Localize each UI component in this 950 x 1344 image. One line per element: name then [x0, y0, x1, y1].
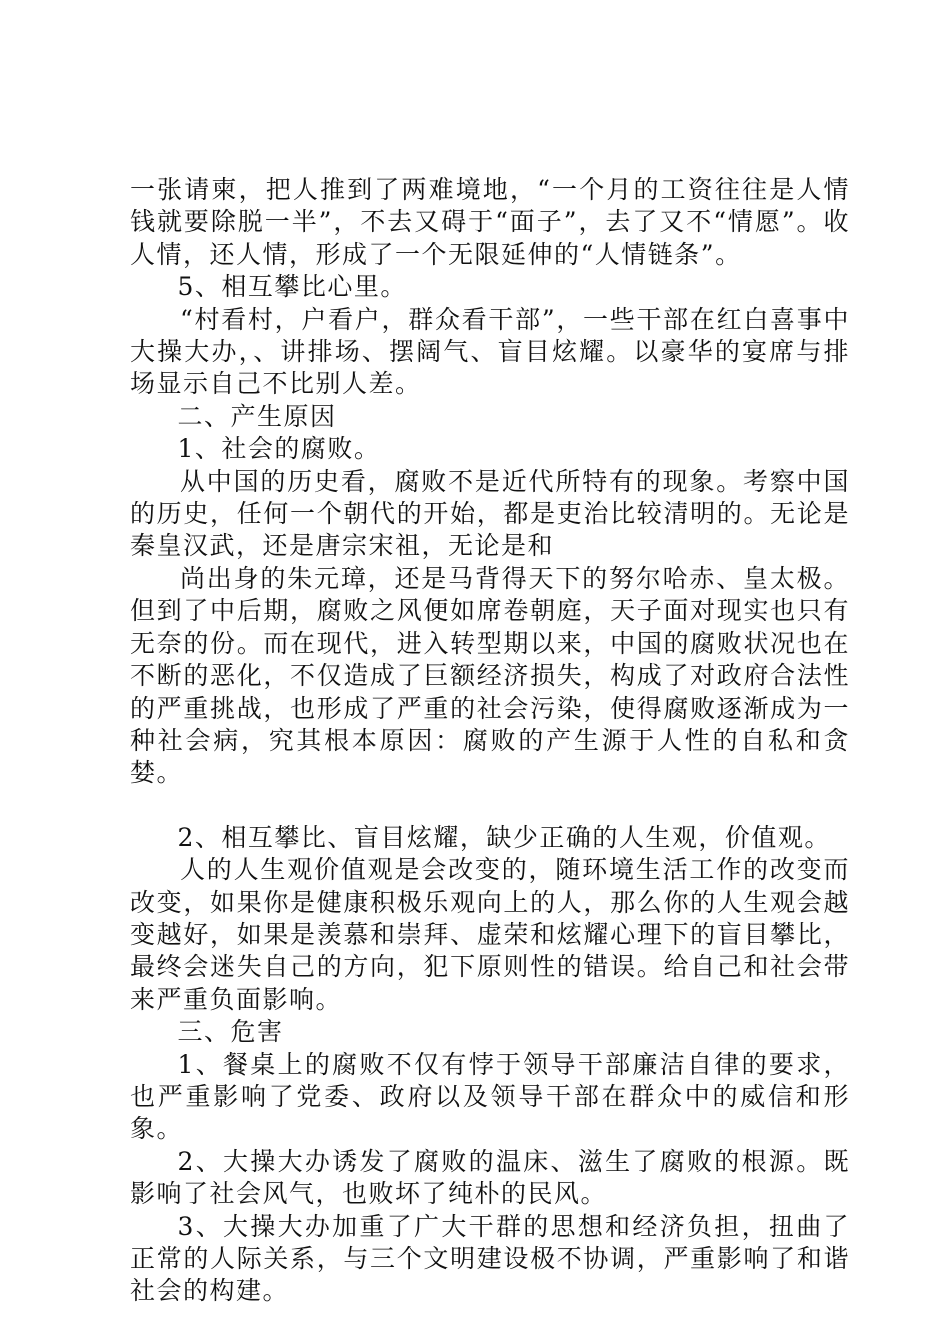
document-body	[130, 174, 850, 1308]
paragraph: 3、大操大办加重了广大干群的思想和经济负担，扭曲了正常的人际关系，与三个文明建设极不协调，严重影响了和谐社会的构建。	[130, 1211, 850, 1306]
section-heading: 二、产生原因	[177, 401, 337, 431]
blank-line	[130, 790, 850, 822]
section-heading: 2、相互攀比、盲目炫耀，缺少正确的人生观，价值观。	[177, 822, 831, 852]
paragraph: 1、餐桌上的腐败不仅有悖于领导干部廉洁自律的要求，也严重影响了党委、政府以及领导干部在群众中的威信和形象。	[130, 1049, 850, 1144]
paragraph: 尚出身的朱元璋，还是马背得天下的努尔哈赤、皇太极。但到了中后期，腐败之风便如席卷朝庭，天子面对现实也只有无奈的份。而在现代，进入转型期以来，中国的腐败状况也在不断的恶化，不仅造成了巨额经济损失，构成了对政府合法性的严重挑战，也形成了严重的社会污染，使得腐败逐渐成为一种社会病，究其根本原因：腐败的产生源于人性的自私和贪婪。	[130, 563, 850, 788]
section-heading: 1、社会的腐败。	[177, 434, 381, 464]
section-heading: 三、危害	[177, 1017, 284, 1047]
section-heading: 5、相互攀比心里。	[177, 272, 407, 302]
paragraph: 2、大操大办诱发了腐败的温床、滋生了腐败的根源。既影响了社会风气，也败坏了纯朴的民风。	[130, 1146, 850, 1209]
paragraph: “村看村，户看户，群众看干部”，一些干部在红白喜事中大操大办，、讲排场、摆阔气、盲目炫耀。以豪华的宴席与排场显示自己不比别人差。	[130, 304, 850, 399]
paragraph: 人的人生观价值观是会改变的，随环境生活工作的改变而改变，如果你是健康积极乐观向上的人，那么你的人生观会越变越好，如果是羡慕和崇拜、虚荣和炫耀心理下的盲目攀比，最终会迷失自己的方向，犯下原则性的错误。给自己和社会带来严重负面影响。	[130, 855, 850, 1014]
paragraph: 一张请柬，把人推到了两难境地，“一个月的工资往往是人情钱就要除脱一半”，不去又碍于“面子”，去了又不“情愿”。收人情，还人情，形成了一个无限延伸的“人情链条”。	[130, 175, 850, 269]
paragraph: 从中国的历史看，腐败不是近代所特有的现象。考察中国的历史，任何一个朝代的开始，都是吏治比较清明的。无论是秦皇汉武，还是唐宗宋祖，无论是和	[130, 466, 850, 561]
